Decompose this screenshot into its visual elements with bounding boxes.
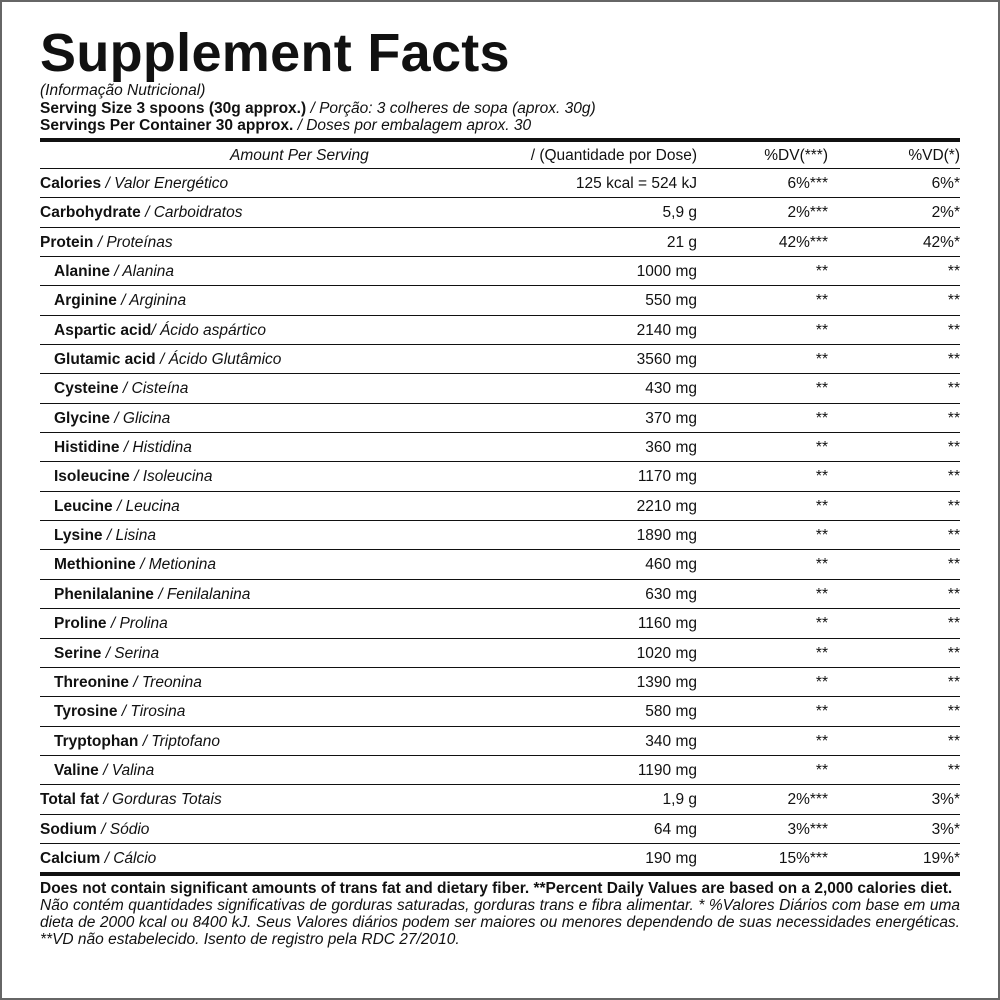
nutrient-name (54, 292, 186, 310)
amount-cell: 1000 mg (636, 263, 697, 281)
dv-cell: 42%*** (778, 233, 828, 251)
amount-cell: 430 mg (645, 380, 697, 398)
nutrient-name (40, 791, 222, 809)
vd-cell: ** (947, 761, 960, 779)
footnote (40, 880, 960, 948)
vd-cell: 3%* (931, 820, 960, 838)
vd-cell: ** (947, 732, 960, 750)
vd-cell: ** (947, 468, 960, 486)
nutrient-translation: / Lisina (102, 527, 156, 545)
dv-cell: ** (815, 761, 828, 779)
nutrient-translation: / Metionina (135, 556, 216, 574)
nutrient-label: Phenilalanine (54, 585, 154, 603)
dv-cell: ** (815, 351, 828, 369)
nutrient-translation: / Triptofano (138, 732, 220, 750)
dv-cell: ** (815, 439, 828, 457)
servings-per-container (40, 117, 960, 135)
vd-cell: ** (947, 644, 960, 662)
nutrient-label: Calcium (40, 849, 101, 867)
nutrient-name (54, 380, 188, 398)
vd-cell: ** (947, 439, 960, 457)
table-row (40, 609, 960, 638)
nutrient-label: Valine (54, 761, 99, 779)
servings-per-container-label: Servings Per Container 30 approx. (40, 117, 294, 134)
serving-header (40, 82, 960, 135)
vd-cell: ** (947, 673, 960, 691)
vd-cell: ** (947, 409, 960, 427)
nutrient-translation: / Cálcio (100, 849, 157, 867)
dv-cell: 15%*** (778, 849, 828, 867)
amount-cell: 1170 mg (637, 468, 697, 486)
nutrient-name (40, 204, 242, 222)
vd-cell: 19%* (922, 849, 960, 867)
table-row (40, 316, 960, 345)
nutrient-label: Total fat (40, 791, 100, 809)
amount-cell: 1890 mg (636, 527, 697, 545)
servings-per-container-translation: / Doses por embalagem aprox. 30 (297, 117, 532, 134)
table-row (40, 756, 960, 785)
amount-cell: 1,9 g (662, 791, 697, 809)
dv-cell: ** (815, 497, 828, 515)
nutrient-label: Protein (40, 233, 94, 251)
nutrient-name (54, 351, 281, 369)
table-row (40, 521, 960, 550)
dv-cell: ** (815, 673, 828, 691)
table-row (40, 580, 960, 609)
table-body (40, 169, 960, 873)
table-row (40, 727, 960, 756)
nutrient-label: Threonine (54, 673, 129, 691)
dv-cell: ** (815, 409, 828, 427)
table-row (40, 198, 960, 227)
nutrient-name (40, 234, 173, 252)
amount-cell: 550 mg (645, 292, 697, 310)
table-row (40, 492, 960, 521)
nutrient-translation: / Treonina (128, 673, 202, 691)
nutrient-translation: / Alanina (109, 263, 175, 281)
subtitle: (Informação Nutricional) (40, 82, 206, 99)
table-row (40, 639, 960, 668)
nutrient-name (54, 527, 156, 545)
nutrient-name (54, 468, 213, 486)
nutrient-name (40, 175, 228, 193)
nutrient-name (54, 615, 168, 633)
amount-cell: 64 mg (653, 820, 697, 838)
amount-cell: 580 mg (645, 703, 697, 721)
table-row (40, 462, 960, 491)
dv-cell: ** (815, 321, 828, 339)
amount-cell: 370 mg (645, 409, 697, 427)
dv-cell: ** (815, 585, 828, 603)
nutrient-label: Tyrosine (54, 703, 118, 721)
table-header (40, 142, 960, 169)
amount-cell: 340 mg (645, 732, 697, 750)
dv-cell: ** (815, 556, 828, 574)
nutrient-translation: / Gorduras Totais (99, 791, 222, 809)
nutrient-label: Cysteine (54, 380, 119, 398)
table-row (40, 844, 960, 873)
amount-cell: 630 mg (645, 585, 697, 603)
vd-cell: ** (947, 292, 960, 310)
dv-cell: 3%*** (787, 820, 828, 838)
vd-cell: ** (947, 556, 960, 574)
table-row (40, 345, 960, 374)
nutrient-name (40, 850, 156, 868)
amount-cell: 1190 mg (637, 761, 697, 779)
nutrient-label: Calories (40, 175, 102, 192)
nutrient-name (54, 556, 216, 574)
nutrient-translation: / Tirosina (117, 703, 186, 721)
table-row (40, 550, 960, 579)
amount-per-serving-header: Amount Per Serving (230, 147, 369, 164)
table-row (40, 668, 960, 697)
amount-cell: 190 mg (645, 849, 697, 867)
nutrient-name (54, 322, 266, 340)
bottom-divider (40, 872, 960, 876)
footnote-english: Does not contain significant amounts of trans fat and dietary fiber. **Percent Daily Values are based on a 2,000 calories diet. (40, 880, 953, 897)
nutrient-translation: / Leucina (112, 497, 180, 515)
serving-size (40, 100, 960, 118)
nutrient-name (54, 586, 250, 604)
nutrient-name (54, 439, 192, 457)
nutrient-name (54, 733, 220, 751)
table-row (40, 228, 960, 257)
nutrient-translation: / Isoleucina (129, 468, 213, 486)
amount-cell: 5,9 g (662, 204, 697, 222)
amount-cell: 125 kcal = 524 kJ (575, 175, 697, 192)
vd-cell: 6%* (931, 175, 960, 192)
table-row (40, 404, 960, 433)
nutrient-label: Glutamic acid (54, 351, 156, 369)
page-title: Supplement Facts (40, 23, 510, 83)
nutrient-translation: / Valina (98, 761, 155, 779)
nutrient-translation: / Ácido aspártico (151, 321, 266, 339)
dv-cell: 2%*** (787, 204, 828, 222)
nutrient-label: Lysine (54, 527, 103, 545)
amount-cell: 1390 mg (636, 673, 697, 691)
nutrient-label: Glycine (54, 409, 110, 427)
nutrient-name (40, 821, 149, 839)
vd-cell: ** (947, 615, 960, 633)
table-row (40, 697, 960, 726)
nutrient-translation: / Arginina (116, 292, 187, 310)
table-row (40, 257, 960, 286)
vd-cell: ** (947, 585, 960, 603)
nutrient-translation: / Ácido Glutâmico (155, 351, 282, 369)
nutrient-translation: / Cisteína (118, 380, 189, 398)
amount-cell: 21 g (666, 233, 697, 251)
nutrient-translation: / Valor Energético (101, 175, 229, 192)
nutrient-translation: / Carboidratos (140, 204, 243, 222)
dv-cell: 2%*** (787, 791, 828, 809)
nutrient-label: Leucine (54, 497, 113, 515)
nutrient-name (54, 410, 170, 428)
table-row (40, 433, 960, 462)
amount-cell: 3560 mg (636, 351, 697, 369)
vd-cell: ** (947, 263, 960, 281)
vd-cell: 3%* (931, 791, 960, 809)
vd-header: %VD(*) (908, 147, 960, 164)
nutrient-label: Carbohydrate (40, 204, 141, 222)
amount-cell: 1160 mg (637, 615, 697, 633)
vd-cell: ** (947, 321, 960, 339)
table-row (40, 785, 960, 814)
nutrient-label: Serine (54, 644, 102, 662)
dv-cell: ** (815, 468, 828, 486)
nutrient-label: Proline (54, 615, 107, 633)
nutrient-translation: / Fenilalanina (153, 585, 251, 603)
table-row (40, 815, 960, 844)
nutrient-translation: / Glicina (110, 409, 171, 427)
table-row (40, 286, 960, 315)
vd-cell: ** (947, 703, 960, 721)
vd-cell: ** (947, 380, 960, 398)
nutrient-translation: / Serina (101, 644, 160, 662)
amount-cell: 1020 mg (636, 644, 697, 662)
amount-cell: 2140 mg (636, 321, 697, 339)
nutrient-name (54, 645, 159, 663)
amount-cell: 360 mg (645, 439, 697, 457)
table-row (40, 374, 960, 403)
nutrition-table (40, 142, 960, 873)
dv-cell: ** (815, 644, 828, 662)
nutrient-translation: / Histidina (119, 439, 192, 457)
nutrient-label: Tryptophan (54, 732, 139, 750)
nutrient-name (54, 762, 154, 780)
vd-cell: 2%* (931, 204, 960, 222)
amount-cell: 460 mg (645, 556, 697, 574)
nutrient-label: Histidine (54, 439, 120, 457)
nutrient-label: Alanine (54, 263, 110, 281)
nutrient-name (54, 498, 180, 516)
nutrient-label: Arginine (54, 292, 117, 310)
dv-cell: ** (815, 292, 828, 310)
serving-size-label: Serving Size 3 spoons (30g approx.) (40, 99, 307, 117)
nutrient-label: Aspartic acid (54, 321, 152, 339)
dv-cell: ** (815, 732, 828, 750)
amount-cell: 2210 mg (636, 497, 697, 515)
dv-cell: ** (815, 615, 828, 633)
dv-cell: ** (815, 263, 828, 281)
nutrient-translation: / Prolina (106, 615, 168, 633)
quantity-header: / (Quantidade por Dose) (530, 147, 697, 164)
vd-cell: ** (947, 351, 960, 369)
dv-cell: ** (815, 527, 828, 545)
nutrient-name (54, 703, 185, 721)
serving-size-translation: / Porção: 3 colheres de sopa (aprox. 30g) (310, 99, 596, 117)
nutrient-translation: / Sódio (96, 820, 150, 838)
nutrient-label: Methionine (54, 556, 136, 574)
nutrient-label: Isoleucine (54, 468, 130, 486)
footnote-portuguese: Não contém quantidades significativas de gorduras saturadas, gorduras trans e fibra alimentar. * %Valores Diários com base em uma dieta de 2000 kcal ou 8400 kJ. Seus Valores diários podem ser maiores ou menores dependendo de suas necessidades energéticas. **VD não estabelecido. Isento de registro pela RDC 27/2010. (40, 897, 960, 948)
nutrient-name (54, 263, 174, 281)
nutrient-name (54, 674, 202, 692)
nutrient-label: Sodium (40, 820, 97, 838)
dv-cell: ** (815, 380, 828, 398)
table-row (40, 169, 960, 198)
nutrient-translation: / Proteínas (93, 233, 173, 251)
dv-header: %DV(***) (764, 147, 828, 164)
vd-cell: ** (947, 527, 960, 545)
vd-cell: ** (947, 497, 960, 515)
dv-cell: 6%*** (787, 175, 828, 192)
dv-cell: ** (815, 703, 828, 721)
vd-cell: 42%* (922, 233, 960, 251)
